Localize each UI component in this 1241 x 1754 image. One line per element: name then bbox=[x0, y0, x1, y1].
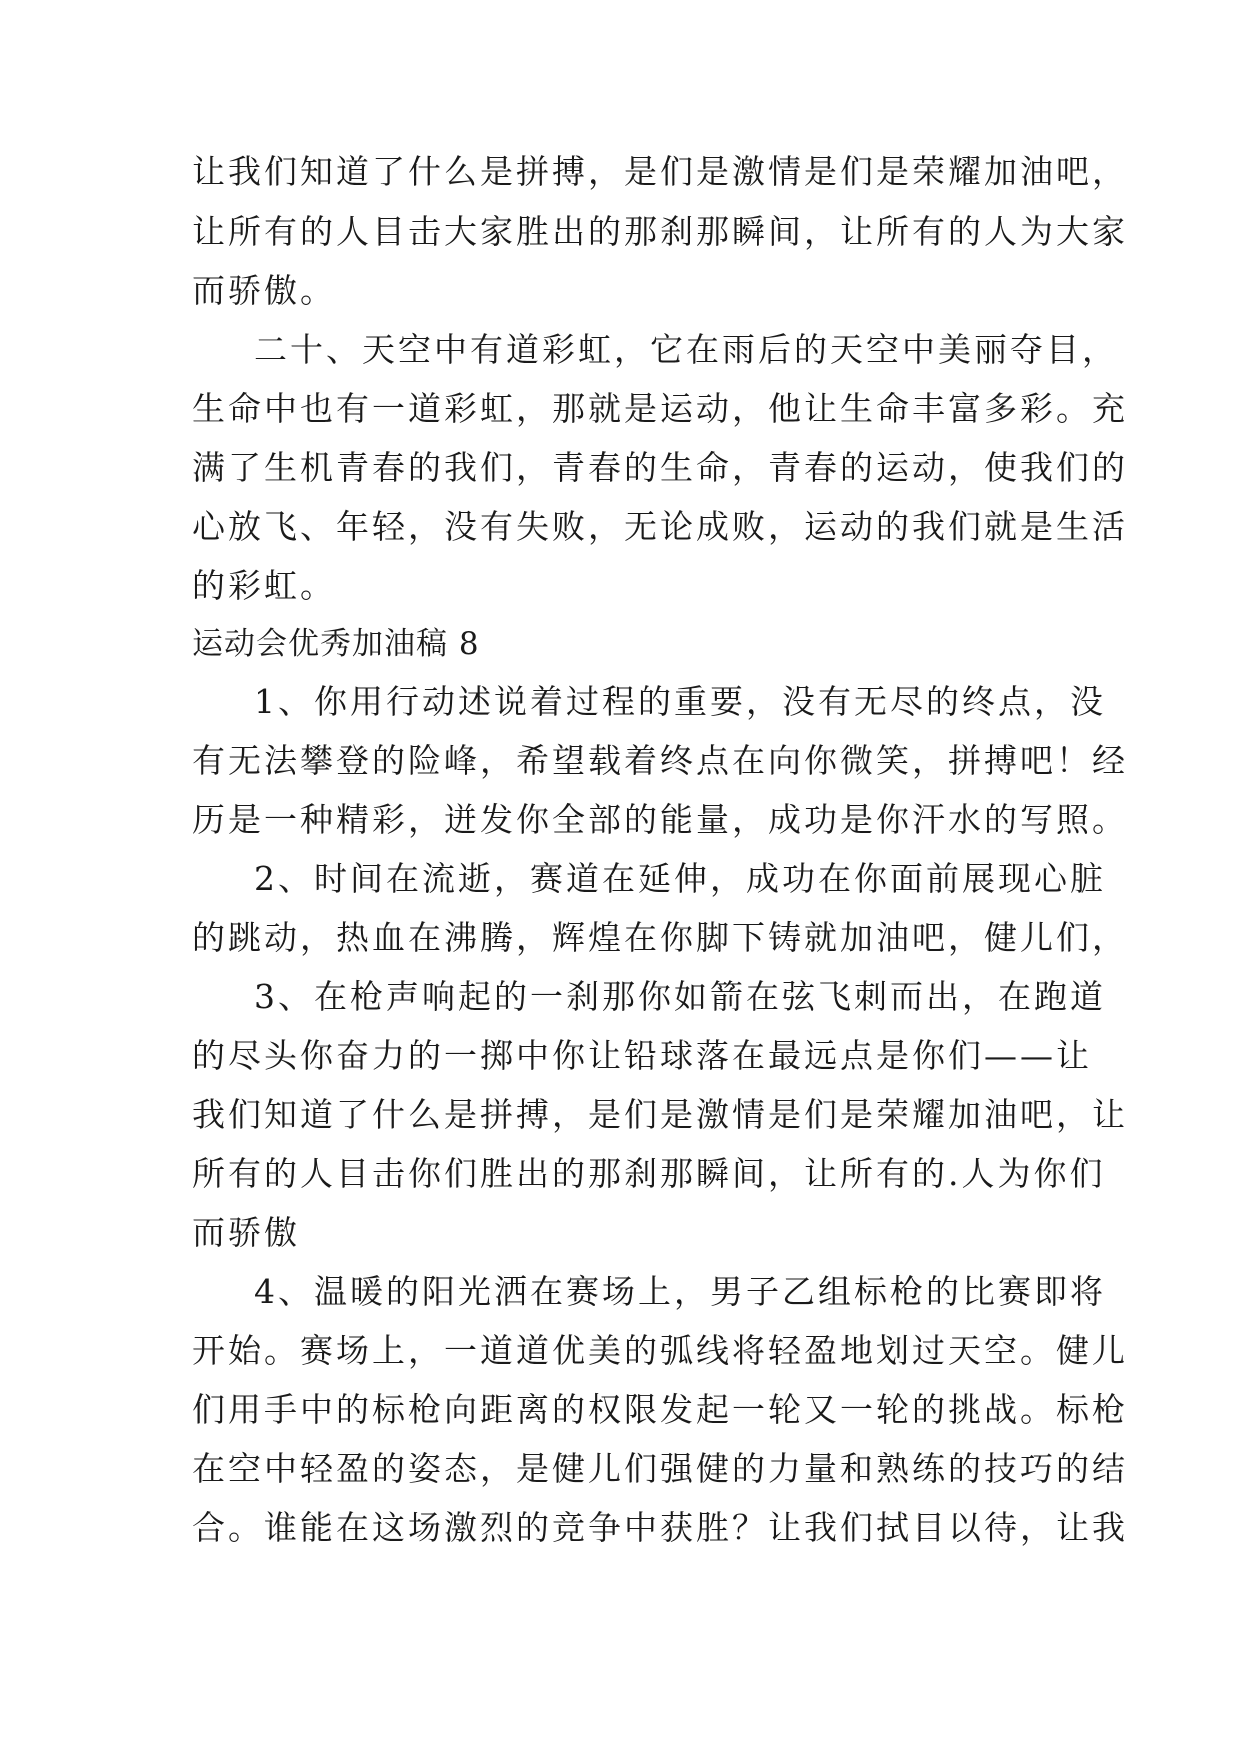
text-line: 在空中轻盈的姿态，是健儿们强健的力量和熟练的技巧的结 bbox=[192, 1449, 1128, 1488]
paragraph-start-line: 二十、天空中有道彩虹，它在雨后的天空中美丽夺目， bbox=[254, 330, 1118, 369]
text-line: 心放飞、年轻，没有失败，无论成败，运动的我们就是生活 bbox=[192, 507, 1128, 546]
text-line: 开始。赛场上，一道道优美的弧线将轻盈地划过天空。健儿 bbox=[192, 1331, 1128, 1370]
text-line: 有无法攀登的险峰，希望载着终点在向你微笑，拼搏吧！经 bbox=[192, 741, 1128, 780]
text-line: 而骄傲。 bbox=[192, 271, 336, 310]
text-line: 让我们知道了什么是拼搏，是们是激情是们是荣耀加油吧， bbox=[192, 152, 1128, 191]
text-line: 的彩虹。 bbox=[192, 566, 336, 605]
text-line: 合。谁能在这场激烈的竞争中获胜？让我们拭目以待，让我 bbox=[192, 1508, 1128, 1547]
text-line: 满了生机青春的我们，青春的生命，青春的运动，使我们的 bbox=[192, 448, 1128, 487]
text-line: 的尽头你奋力的一掷中你让铅球落在最远点是你们——让 bbox=[192, 1036, 1092, 1075]
text-line: 生命中也有一道彩虹，那就是运动，他让生命丰富多彩。充 bbox=[192, 389, 1128, 428]
text-line: 的跳动，热血在沸腾，辉煌在你脚下铸就加油吧，健儿们， bbox=[192, 918, 1128, 957]
section-heading: 运动会优秀加油稿 8 bbox=[192, 626, 480, 662]
text-line: 们用手中的标枪向距离的权限发起一轮又一轮的挑战。标枪 bbox=[192, 1390, 1128, 1429]
text-line: 历是一种精彩，迸发你全部的能量，成功是你汗水的写照。 bbox=[192, 800, 1128, 839]
text-line: 而骄傲 bbox=[192, 1213, 300, 1252]
paragraph-start-line: 1、你用行动述说着过程的重要，没有无尽的终点，没 bbox=[254, 682, 1106, 721]
text-line: 我们知道了什么是拼搏，是们是激情是们是荣耀加油吧，让 bbox=[192, 1095, 1128, 1134]
paragraph-start-line: 3、在枪声响起的一刹那你如箭在弦飞刺而出，在跑道 bbox=[254, 977, 1106, 1016]
text-line: 所有的人目击你们胜出的那刹那瞬间，让所有的.人为你们 bbox=[192, 1154, 1106, 1193]
paragraph-start-line: 4、温暖的阳光洒在赛场上，男子乙组标枪的比赛即将 bbox=[254, 1272, 1106, 1311]
text-line: 让所有的人目击大家胜出的那刹那瞬间，让所有的人为大家 bbox=[192, 212, 1128, 251]
paragraph-start-line: 2、时间在流逝，赛道在延伸，成功在你面前展现心脏 bbox=[254, 859, 1106, 898]
